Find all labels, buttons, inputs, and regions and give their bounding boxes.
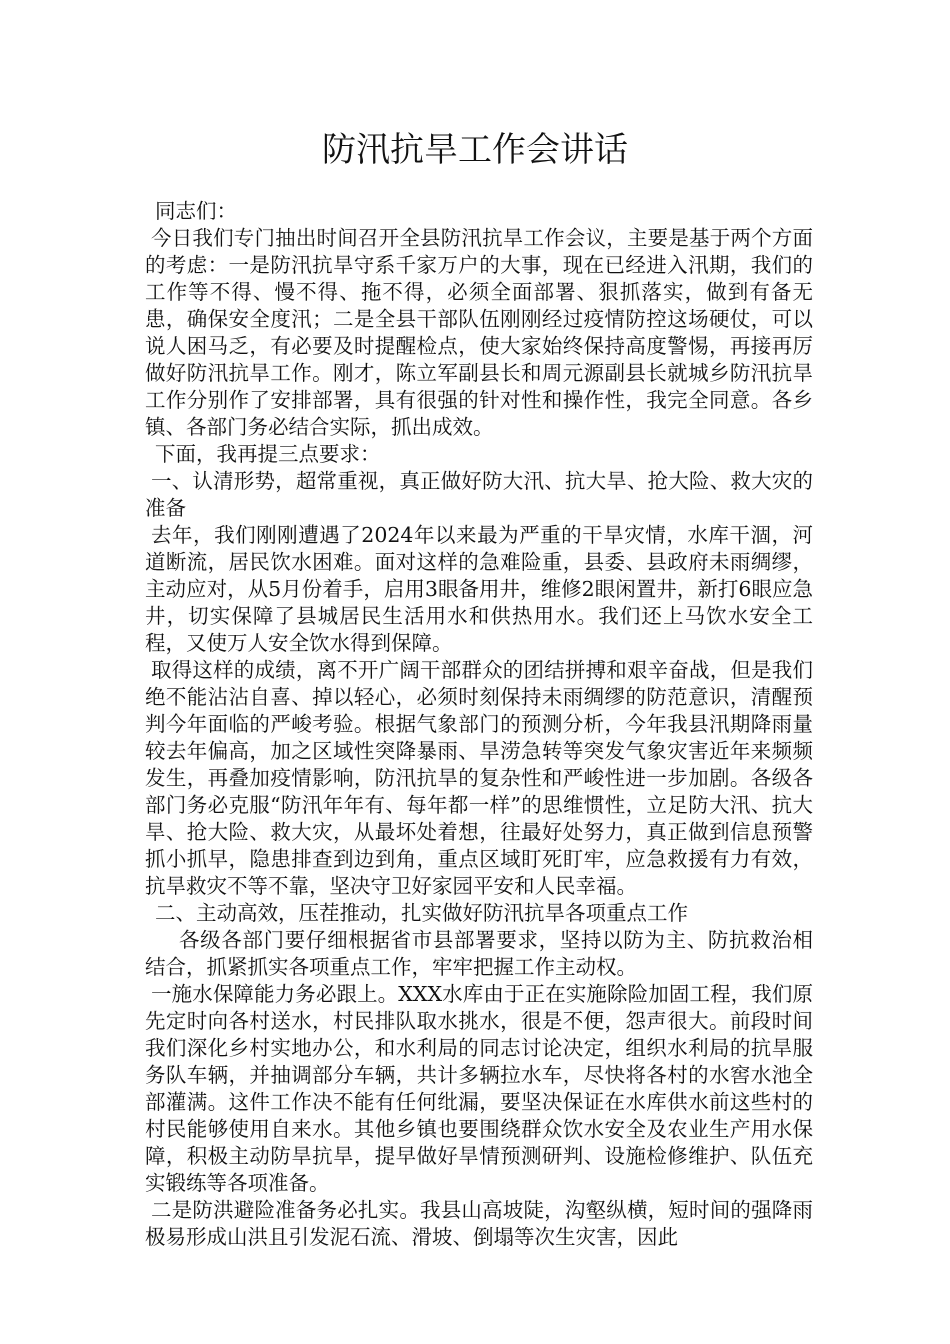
body-paragraph: 取得这样的成绩，离不开广阔干部群众的团结拼搏和艰辛奋战，但是我们绝不能沾沾自喜、掉以轻心，必须时刻保持未雨绸缪的防范意识，清醒预判今年面临的严峻考验。根据气象部门的预测分析，今年我县汛期降雨量较去年偏高，加之区域性突降暴雨、旱涝急转等突发气象灾害近年来频频发生，再叠加疫情影响，防汛抗旱的复杂性和严峻性进一步加剧。各级各部门务必克服“防汛年年有、每年都一样”的思维惯性，立足防大汛、抗大旱、抢大险、救大灾，从最坏处着想，往最好处努力，真正做到信息预警抓小抓早，隐患排查到边到角，重点区域盯死盯牢，应急救援有力有效，抗旱救灾不等不靠，坚决守卫好家园平安和人民幸福。 [145,658,813,898]
body-paragraph: 下面，我再提三点要求： [155,442,381,466]
body-paragraph: 一施水保障能力务必跟上。XXX水库由于正在实施除险加固工程，我们原先定时向各村送水，村民排队取水挑水，很是不便，怨声很大。前段时间我们深化乡村实地办公，和水利局的同志讨论决定，组织水利局的抗旱服务队车辆，并抽调部分车辆，共计多辆拉水车，尽快将各村的水窖水池全部灌满。这件工作决不能有任何纰漏，要坚决保证在水库供水前这些村的村民能够使用自来水。其他乡镇也要围绕群众饮水安全及农业生产用水保障，积极主动防旱抗旱，提早做好旱情预测研判、设施检修维护、队伍充实锻练等各项准备。 [145,982,813,1195]
body-paragraph: 去年，我们刚刚遭遇了2024年以来最为严重的干旱灾情，水库干涸，河道断流，居民饮水困难。面对这样的急难险重，县委、县政府未雨绸缪，主动应对，从5月份着手，启用3眼备用井，维修2眼闲置井，新打6眼应急井，切实保障了县城居民生活用水和供热用水。我们还上马饮水安全工程，又使万人安全饮水得到保障。 [145,523,813,655]
body-paragraph: 二是防洪避险准备务必扎实。我县山高坡陡，沟壑纵横，短时间的强降雨极易形成山洪且引发泥石流、滑坡、倒塌等次生灾害，因此 [145,1198,813,1249]
body-paragraph: 各级各部门要仔细根据省市县部署要求，坚持以防为主、防抗救治相结合，抓紧抓实各项重点工作，牢牢把握工作主动权。 [145,928,813,979]
salutation-paragraph: 同志们： [155,199,237,223]
section-heading: 二、主动高效，压茬推动，扎实做好防汛抗旱各项重点工作 [155,901,688,925]
body-paragraph: 今日我们专门抽出时间召开全县防汛抗旱工作会议，主要是基于两个方面的考虑：一是防汛抗旱守系千家万户的大事，现在已经进入汛期，我们的工作等不得、慢不得、拖不得，必须全面部署、狠抓落实，做到有备无患，确保安全度汛；二是全县干部队伍刚刚经过疫情防控这场硬仗，可以说人困马乏，有必要及时提醒检点，使大家始终保持高度警惕，再接再厉做好防汛抗旱工作。刚才，陈立军副县长和周元源副县长就城乡防汛抗旱工作分别作了安排部署，具有很强的针对性和操作性，我完全同意。各乡镇、各部门务必结合实际，抓出成效。 [145,226,813,439]
document-title: 防汛抗旱工作会讲话 [322,130,628,170]
section-heading: 一、认清形势，超常重视，真正做好防大汛、抗大旱、抢大险、救大灾的准备 [145,469,813,520]
document-body [145,198,813,1251]
